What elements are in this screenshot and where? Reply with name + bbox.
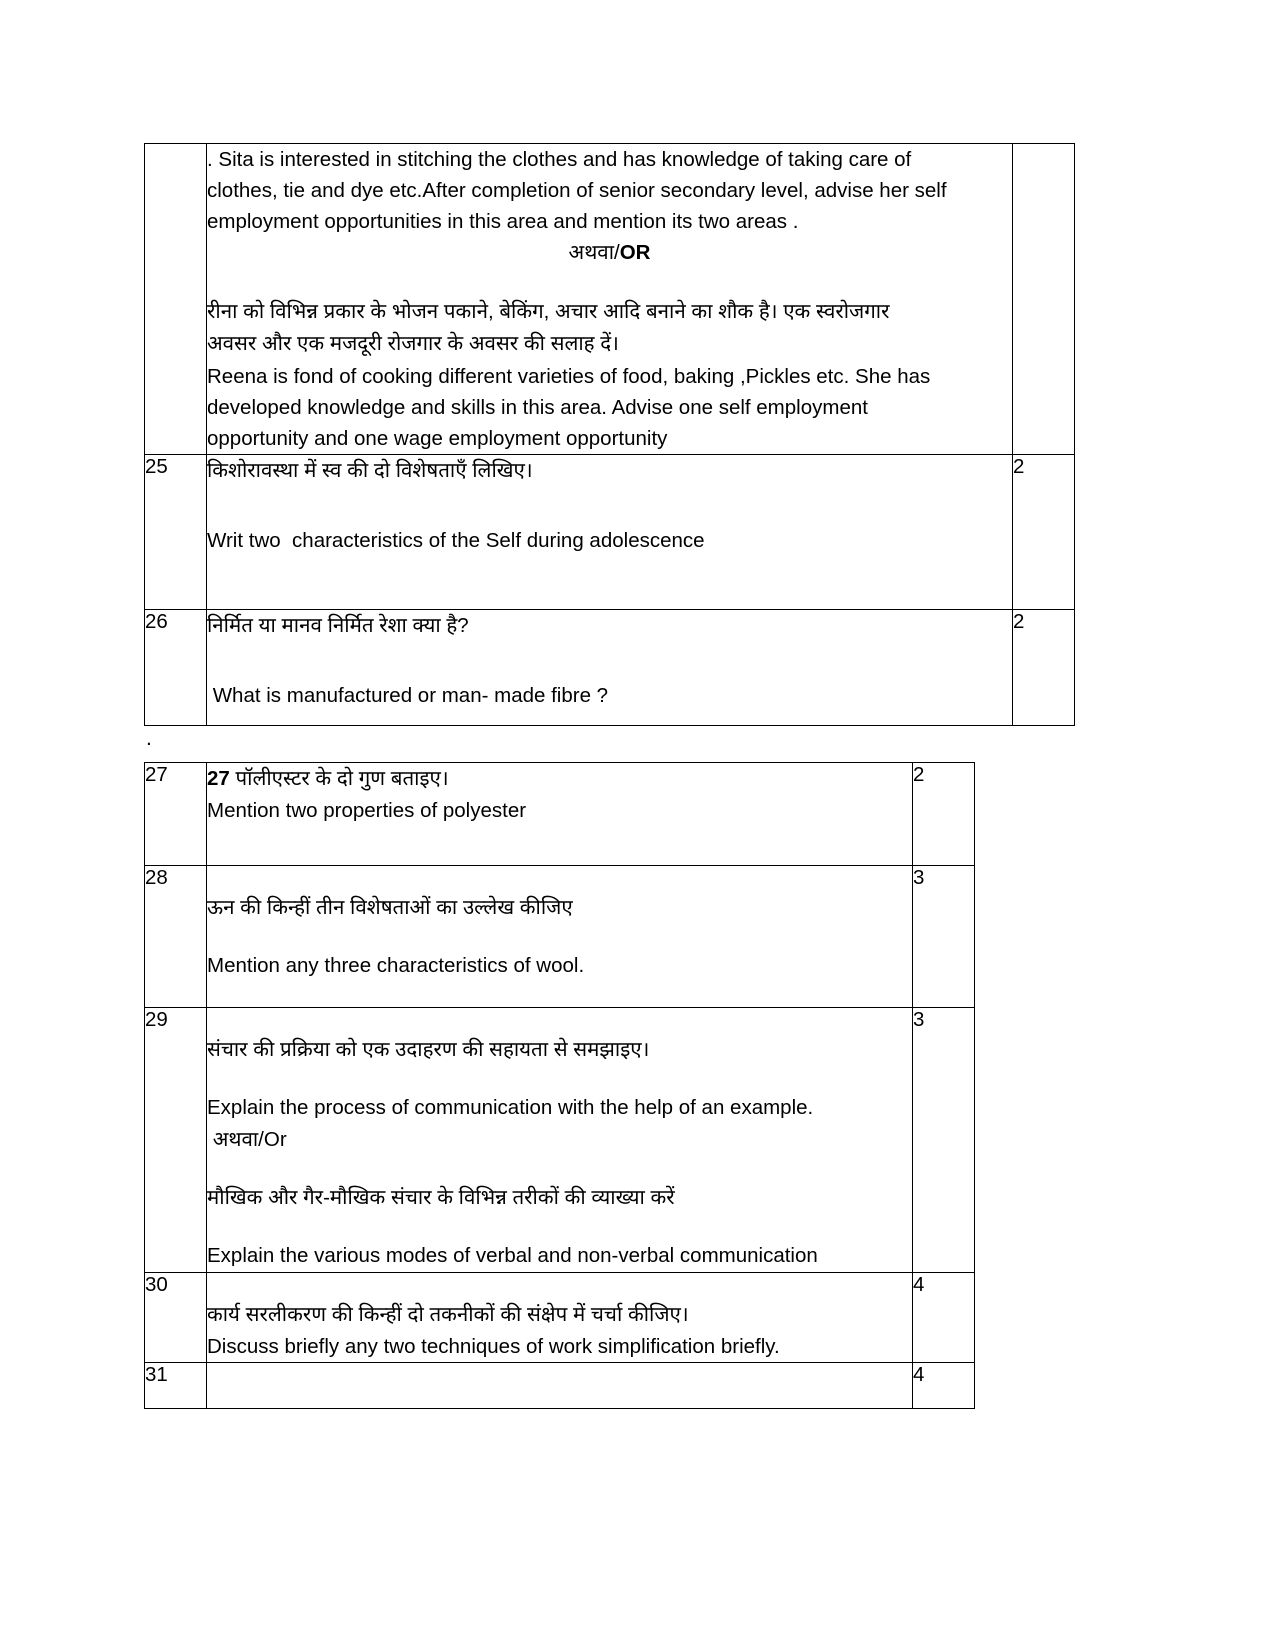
marks-value: 2	[913, 763, 925, 786]
table-row	[145, 763, 975, 866]
question-number: 30	[145, 1272, 168, 1296]
spacer	[207, 1066, 912, 1092]
marks-value: 4	[913, 1272, 925, 1296]
question-text-line: कार्य सरलीकरण की किन्हीं दो तकनीकों की संक्षेप में चर्चा कीजिए।	[207, 1302, 689, 1326]
marks-cell	[913, 865, 975, 1008]
question-number: 25	[145, 455, 168, 479]
questions-table-lower	[144, 762, 975, 1409]
inline-question-number: 27	[207, 767, 230, 790]
question-body-cell	[207, 144, 1013, 455]
question-text-line: employment opportunities in this area and mention its two areas .	[207, 210, 799, 234]
question-text-line: . Sita is interested in stitching the clothes and has knowledge of taking care of	[207, 148, 912, 171]
spacer	[207, 827, 912, 865]
question-text-line: Explain the various modes of verbal and non-verbal communication	[207, 1244, 818, 1268]
question-body-cell	[207, 1008, 913, 1272]
marks-value: 4	[913, 1363, 925, 1387]
question-number-cell	[145, 1363, 207, 1409]
spacer	[207, 1273, 912, 1299]
marks-cell	[1013, 455, 1075, 610]
question-text-line: Mention any three characteristics of wool.	[207, 953, 585, 977]
question-body-cell	[207, 455, 1013, 610]
table-row	[145, 1272, 975, 1363]
question-text-line: अवसर और एक मजदूरी रोजगार के अवसर की सलाह दें।	[207, 332, 619, 356]
spacer	[207, 1008, 912, 1034]
or-separator: अथवा/Or	[207, 1127, 287, 1151]
question-body-cell	[207, 1363, 913, 1409]
spacer	[207, 1214, 912, 1240]
table-row	[145, 865, 975, 1008]
question-text-line: developed knowledge and skills in this area. Advise one self employment	[207, 395, 868, 419]
question-text-line: Mention two properties of polyester	[207, 799, 527, 823]
question-number-cell	[145, 455, 207, 610]
questions-table-upper	[144, 143, 1075, 726]
spacer	[207, 711, 1012, 725]
table-row	[145, 1008, 975, 1272]
question-number: 26	[145, 609, 168, 633]
or-separator-hindi: अथवा/	[568, 241, 620, 265]
question-text-line: Explain the process of communication with the help of an example.	[207, 1096, 814, 1120]
question-body-cell	[207, 763, 913, 866]
question-text-line: Reena is fond of cooking different varieties of food, baking ,Pickles etc. She has	[207, 364, 931, 388]
spacer	[207, 1394, 912, 1408]
marks-value: 2	[1013, 455, 1025, 479]
question-text-line	[207, 1363, 912, 1394]
question-text-hindi: पॉलीएस्टर के दो गुण बताइए।	[229, 767, 449, 790]
table-row	[145, 1363, 975, 1409]
question-body-cell	[207, 609, 1013, 726]
question-number-cell	[145, 609, 207, 726]
question-number: 27	[145, 763, 168, 786]
spacer	[207, 487, 1012, 525]
spacer	[207, 642, 1012, 680]
table-row	[145, 455, 1075, 610]
marks-cell	[1013, 144, 1075, 455]
question-number-cell	[145, 1272, 207, 1363]
marks-cell	[913, 1363, 975, 1409]
marks-cell	[913, 1272, 975, 1363]
question-text-line: संचार की प्रक्रिया को एक उदाहरण की सहायता से समझाइए।	[207, 1038, 650, 1062]
or-separator-english: OR	[619, 241, 651, 265]
question-text-line: Writ two characteristics of the Self during adolescence	[207, 529, 705, 553]
question-number-cell	[145, 763, 207, 866]
question-text-line: opportunity and one wage employment opportunity	[207, 426, 668, 450]
question-number-cell	[145, 144, 207, 455]
table-row	[145, 144, 1075, 455]
question-number: 29	[145, 1008, 168, 1032]
question-number-cell	[145, 865, 207, 1008]
table-row	[145, 609, 1075, 726]
question-text-line: ऊन की किन्हीं तीन विशेषताओं का उल्लेख कीजिए	[207, 895, 573, 919]
marks-value: 3	[913, 1008, 925, 1032]
question-text-line: मौखिक और गैर-मौखिक संचार के विभिन्न तरीकों की व्याख्या करें	[207, 1185, 675, 1209]
question-text-line: Discuss briefly any two techniques of work simplification briefly.	[207, 1334, 780, 1358]
marks-value: 2	[1013, 609, 1025, 633]
spacer	[207, 866, 912, 892]
spacer	[207, 981, 912, 1007]
question-text-line: What is manufactured or man- made fibre ?	[207, 683, 609, 707]
question-number: 31	[145, 1363, 168, 1387]
spacer	[207, 1156, 912, 1182]
marks-cell	[913, 763, 975, 866]
spacer	[207, 557, 1012, 609]
or-separator	[207, 237, 1012, 269]
question-text-line: किशोरावस्था में स्व की दो विशेषताएँ लिखिए।	[207, 459, 533, 483]
question-text-line: निर्मित या मानव निर्मित रेशा क्या है?	[207, 613, 469, 637]
question-text-line: रीना को विभिन्न प्रकार के भोजन पकाने, बेकिंग, अचार आदि बनाने का शौक है। एक स्वरोजगार	[207, 299, 890, 323]
marks-cell	[913, 1008, 975, 1272]
question-number: 28	[145, 865, 168, 889]
question-body-cell	[207, 865, 913, 1008]
spacer	[207, 924, 912, 950]
marks-value: 3	[913, 865, 925, 889]
marks-cell	[1013, 609, 1075, 726]
spacer	[207, 270, 1012, 296]
stray-period-mark: .	[146, 727, 152, 750]
question-text-line: clothes, tie and dye etc.After completion of senior secondary level, advise her self	[207, 179, 947, 203]
question-number-cell	[145, 1008, 207, 1272]
question-text-line	[207, 763, 912, 795]
question-body-cell	[207, 1272, 913, 1363]
